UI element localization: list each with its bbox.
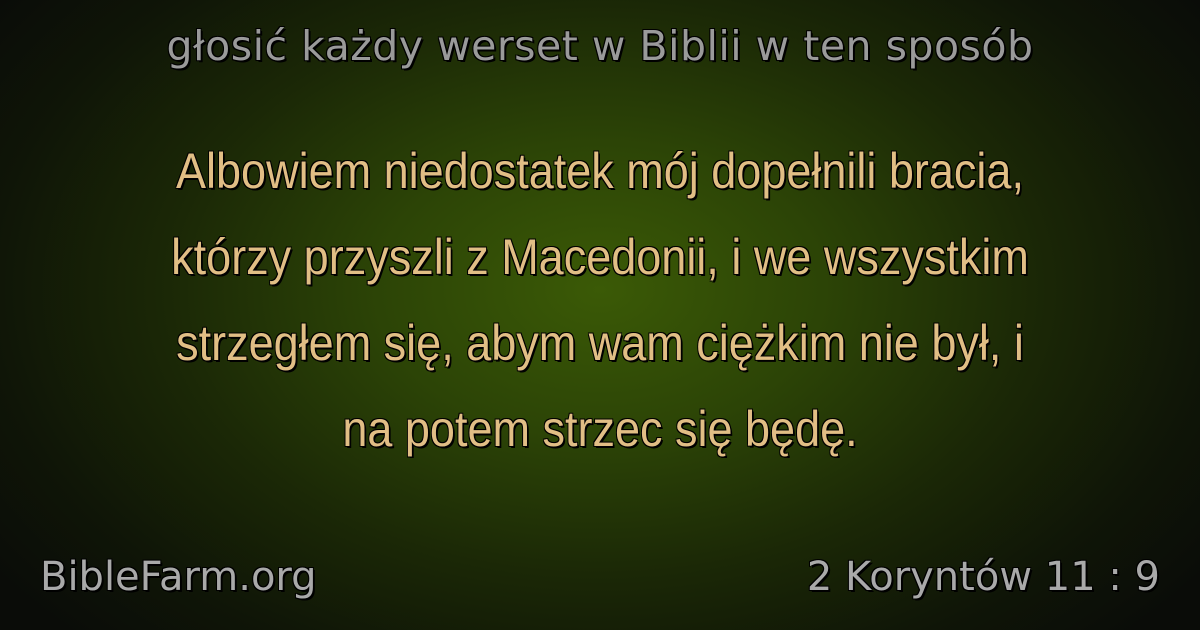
verse-line: Albowiem niedostatek mój dopełnili bracia,	[176, 143, 1024, 199]
verse-line: którzy przyszli z Macedonii, i we wszystkim	[171, 229, 1029, 285]
verse-reference: 2 Koryntów 11 : 9	[806, 554, 1160, 600]
verse-line: na potem strzec się będę.	[342, 401, 858, 457]
verse-line: strzegłem się, abym wam ciężkim nie był, i	[176, 315, 1024, 371]
header-title: głosić każdy werset w Biblii w ten sposób	[166, 22, 1034, 70]
verse-text	[96, 128, 1104, 472]
site-name: BibleFarm.org	[40, 554, 317, 600]
